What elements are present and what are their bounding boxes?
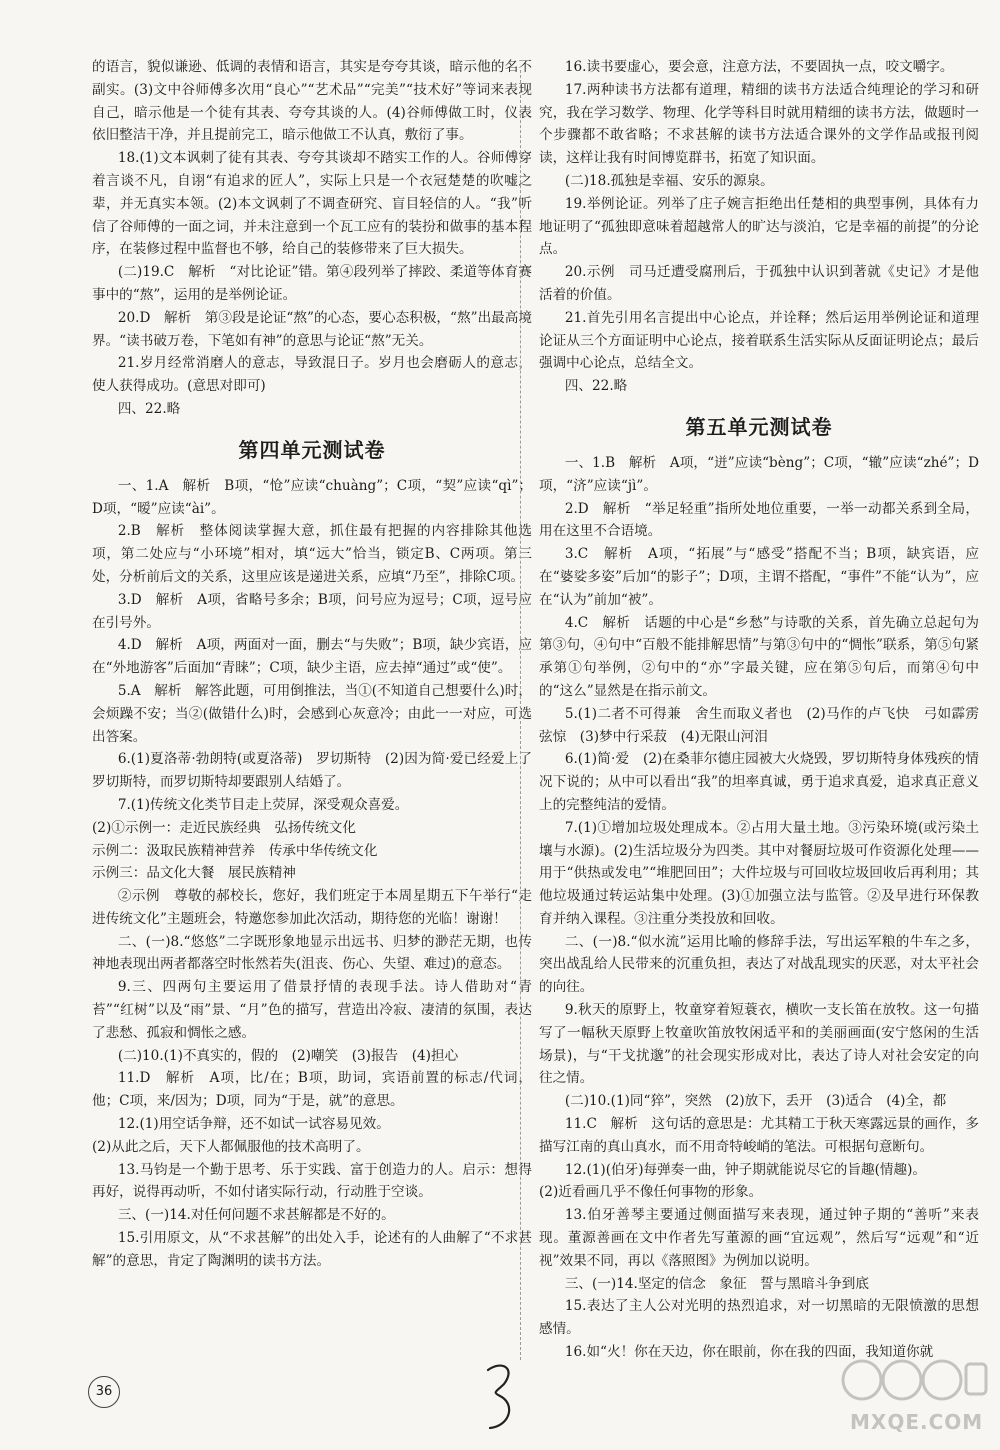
- left-answer-paragraph: 四、22.略: [117, 400, 181, 417]
- right-answer-paragraph: 二、(一)8.“似水流”运用比喻的修辞手法，写出运军粮的牛车之多，突出战乱给人民带来的沉重负担，表达了对战乱现实的厌恶，对太平社会的向往。: [539, 933, 979, 996]
- right-answer-paragraph: 4.C 解析 话题的中心是“乡愁”与诗歌的关系，首先确立总起句为第③句，④句中“百般不能排解思情”与第③句中的“惆怅”联系，第⑤句紧承第①句举例，②句中的“亦”字最关键，应在第⑤句后，而第④句中的“这么”显然是在指示前文。: [539, 614, 979, 699]
- left-answer-paragraph: 4.D 解析 A项，两面对一面，删去“与失败”；B项，缺少宾语，应在“外地游客”后面加“青睐”；C项，缺少主语，应去掉“通过”或“使”。: [92, 637, 532, 677]
- right-answer-paragraph: 13.伯牙善琴主要通过侧面描写来表现，通过钟子期的“善听”来表现。董源善画在文中作者先写董源的画“宜远观”，然后写“远观”和“近视”效果不同，再以《落照图》为例加以说明。: [539, 1207, 979, 1269]
- watermark-url: MXQE.COM: [850, 1410, 984, 1434]
- right-answer-paragraph: 3.C 解析 A项，“拓展”与“感受”搭配不当；B项，缺宾语，应在“婆娑多姿”后加“的影子”；D项，主谓不搭配，“事件”不能“认为”，应在“认为”前加“被”。: [539, 546, 979, 608]
- right-answer-paragraph: 15.表达了主人公对光明的热烈追求，对一切黑暗的无限愤激的思想感情。: [539, 1298, 979, 1338]
- left-answer-paragraph: 5.A 解析 解答此题，可用倒推法，当①(不知道自己想要什么)时，会烦躁不安；当②(做错什么)时，会感到心灰意冷；由此一一对应，可选出答案。: [92, 682, 532, 745]
- left-answer-paragraph: 2.B 解析 整体阅读掌握大意，抓住最有把握的内容排除其他选项，第二处应与“小环境”相对，填“远大”恰当，锁定B、C两项。第三处，分析前后文的关系，这里应该是递进关系，应填“乃至”，排除C项。: [92, 523, 532, 585]
- left-answer-paragraph: (二)10.(1)不真实的，假的 (2)嘲笑 (3)报告 (4)担心: [117, 1047, 459, 1064]
- right-answer-paragraph: 16.如“火！你在天边，你在眼前，你在我的四面，我知道你就: [564, 1344, 934, 1361]
- right-answer-paragraph: (二)10.(1)同“猝”，突然 (2)放下，丢开 (3)适合 (4)全，都: [564, 1093, 947, 1110]
- right-answer-paragraph: 一、1.B 解析 A项，“迸”应读“bèng”；C项，“辙”应读“zhé”；D项，“济”应读“jì”。: [539, 454, 979, 494]
- left-answer-paragraph: 15.引用原文，从“不求甚解”的出处入手，论述有的人曲解了“不求甚解”的意思，肯定了陶渊明的读书方法。: [92, 1230, 532, 1269]
- right-answer-paragraph: 16.读书要虚心，要会意，注意方法，不要固执一点，咬文嚼字。: [564, 59, 954, 75]
- left-answer-paragraph: 7.(1)传统文化类节目走上荧屏，深受观众喜爱。: [117, 796, 409, 813]
- right-answer-paragraph: 7.(1)①增加垃圾处理成本。②占用大量土地。③污染环境(或污染土壤与水源)。(2)生活垃圾分为四类。其中对餐厨垃圾可作资源化处理——用于“供热或发电”“堆肥回田”；大件垃圾与可回收垃圾回收后再利用；其他垃圾通过转运站集中处理。(3)①加强立法与监管。②及早进行环保教育并纳入课程。③注重分类投放和回收。: [539, 819, 979, 927]
- left-answer-paragraph: 二、(一)8.“悠悠”二字既形象地显示出远书、归梦的渺茫无期，也传神地表现出两者都落空时怅然若失(沮丧、伤心、失望、难过)的意态。: [92, 933, 532, 973]
- right-answer-paragraph: 6.(1)简·爱 (2)在桑菲尔德庄园被大火烧毁，罗切斯特身体残疾的情况下说的；从中可以看出“我”的坦率真诚，勇于追求真爱，追求真正意义上的完整纯洁的爱情。: [539, 751, 979, 813]
- left-answer-paragraph: 6.(1)夏洛蒂·勃朗特(或夏洛蒂) 罗切斯特 (2)因为简·爱已经爱上了罗切斯特，而罗切斯特却要跟别人结婚了。: [92, 751, 532, 791]
- right-answer-paragraph: 5.(1)二者不可得兼 舍生而取义者也 (2)马作的卢飞快 弓如霹雳弦惊 (3)梦中行采菽 (4)无限山河泪: [539, 705, 979, 745]
- left-answer-paragraph: (2)①示例一：走近民族经典 弘扬传统文化: [92, 819, 356, 836]
- watermark-badge-icon: [840, 1350, 990, 1410]
- right-answer-paragraph: (二)18.孤独是幸福、安乐的源泉。: [564, 172, 774, 189]
- left-answer-paragraph: 的语言，貌似谦逊、低调的表情和语言，其实是夸夸其谈，暗示他的名不副实。(3)文中谷师傅多次用“良心”“艺术品”“完美”“技术好”等词来表现自己，暗示他是一个徒有其表、夸夸其谈的人。(4)谷师傅做工时，仪表依旧整洁干净，并且提前完工，暗示他做工不认真，敷衍了事。: [92, 59, 532, 144]
- right-section-heading: 第五单元测试卷: [685, 414, 833, 439]
- handwritten-mark-icon: [470, 1356, 530, 1436]
- left-answer-paragraph: 21.岁月经常消磨人的意志，导致混日子。岁月也会磨砺人的意志，使人获得成功。(意思对即可): [92, 355, 532, 395]
- right-answer-paragraph: 三、(一)14.坚定的信念 象征 誓与黑暗斗争到底: [564, 1275, 869, 1292]
- left-answer-paragraph: 一、1.A 解析 B项，“怆”应读“chuàng”；C项，“契”应读“qì”；D项，“暧”应读“ài”。: [92, 477, 532, 517]
- right-answer-paragraph: 12.(1)(伯牙)每弹奏一曲，钟子期就能说尽它的旨趣(情趣)。: [564, 1161, 926, 1178]
- left-answer-paragraph: 3.D 解析 A项，省略号多余；B项，问号应为逗号；C项，逗号应在引号外。: [92, 591, 532, 631]
- left-answer-paragraph: 20.D 解析 第③段是论证“熬”的心态，要心态积极，“熬”出最高境界。“读书破万卷，下笔如有神”的意思与论证“熬”无关。: [92, 309, 532, 349]
- left-answer-paragraph: 12.(1)用空话争辩，还不如试一试容易见效。: [117, 1116, 390, 1133]
- right-answer-paragraph: 2.D 解析 “举足轻重”指所处地位重要，一举一动都关系到全局，用在这里不合语境。: [539, 500, 979, 540]
- right-answer-paragraph: 20.示例 司马迁遭受腐刑后，于孤独中认识到著就《史记》才是他活着的价值。: [539, 264, 979, 303]
- right-column: [539, 56, 979, 1364]
- right-answer-paragraph: 17.两种读书方法都有道理，精细的读书方法适合纯理论的学习和研究，我在学习数学、物理、化学等科目时就用精细的读书方法，做题时一个步骤都不敢省略；不求甚解的读书方法适合课外的文学作品或报刊阅读，这样让我有时间博览群书，拓宽了知识面。: [539, 81, 979, 167]
- right-answer-paragraph: (2)近看画几乎不像任何事物的形象。: [539, 1184, 763, 1201]
- left-answer-paragraph: 13.马钧是一个勤于思考、乐于实践、富于创造力的人。启示：想得再好，说得再动听，不如付诸实际行动，行动胜于空谈。: [92, 1161, 532, 1201]
- right-answer-paragraph: 11.C 解析 这句话的意思是：尤其精工于秋天寒露远景的画作，多描写江南的真山真水，而不用奇特峻峭的笔法。可根据句意断句。: [539, 1116, 979, 1155]
- left-answer-paragraph: 9.三、四两句主要运用了借景抒情的表现手法。诗人借助对“青苔”“红树”以及“雨”景、“月”色的描写，营造出冷寂、凄清的氛围，表达了悲愁、孤寂和惆怅之感。: [92, 979, 532, 1041]
- left-answer-paragraph: 18.(1)文本讽刺了徒有其表、夸夸其谈却不踏实工作的人。谷师傅穿着言谈不凡，自诩“有追求的匠人”，实际上只是一个衣冠楚楚的吹嘘之辈，并无真实本领。(2)本文讽刺了不调查研究、盲目轻信的人。“我”听信了谷师傅的一面之词，并未注意到一个瓦工应有的装扮和做事的基本程序，在装修过程中监督也不够，给自己的装修带来了巨大损失。: [92, 150, 532, 258]
- left-answer-paragraph: 示例三：品文化大餐 展民族精神: [92, 865, 296, 882]
- right-answer-paragraph: 21.首先引用名言提出中心论点，并诠释；然后运用举例论证和道理论证从三个方面证明中心论点，接着联系生活实际从反面证明论点；最后强调中心论点，总结全文。: [539, 309, 979, 372]
- left-answer-paragraph: 11.D 解析 A项，比/在；B项，助词，宾语前置的标志/代词，他；C项，来/因为；D项，同为“于是，就”的意思。: [92, 1070, 532, 1110]
- left-answer-paragraph: (二)19.C 解析 “对比论证”错。第④段列举了摔跤、柔道等体育赛事中的“熬”，运用的是举例论证。: [92, 264, 532, 303]
- right-answer-paragraph: 19.举例论证。列举了庄子婉言拒绝出任楚相的典型事例，具体有力地证明了“孤独即意味着超越常人的旷达与淡泊，它是幸福的前提”的分论点。: [539, 195, 979, 258]
- page-number: 36: [88, 1376, 120, 1408]
- left-answer-paragraph: ②示例 尊敬的郝校长，您好，我们班定于本周星期五下午举行“走进传统文化”主题班会，特邀您参加此次活动，期待您的光临！谢谢！: [92, 888, 532, 927]
- left-section-heading: 第四单元测试卷: [238, 437, 386, 462]
- left-answer-paragraph: 示例二：汲取民族精神营养 传承中华传统文化: [92, 842, 378, 859]
- watermark-logo: [840, 1350, 990, 1440]
- right-answer-paragraph: 四、22.略: [564, 378, 628, 395]
- column-divider: [520, 70, 521, 1360]
- left-answer-paragraph: (2)从此之后，天下人都佩服他的技术高明了。: [92, 1138, 370, 1155]
- left-answer-paragraph: 三、(一)14.对任何问题不求甚解都是不好的。: [117, 1207, 395, 1224]
- right-answer-paragraph: 9.秋天的原野上，牧童穿着短蓑衣，横吹一支长笛在放牧。这一句描写了一幅秋天原野上牧童吹笛放牧闲适平和的美丽画面(安宁悠闲的生活场景)，与“干戈扰邈”的社会现实形成对比，表达了诗人对社会安定的向往之情。: [539, 1002, 979, 1087]
- left-column: [92, 56, 532, 1273]
